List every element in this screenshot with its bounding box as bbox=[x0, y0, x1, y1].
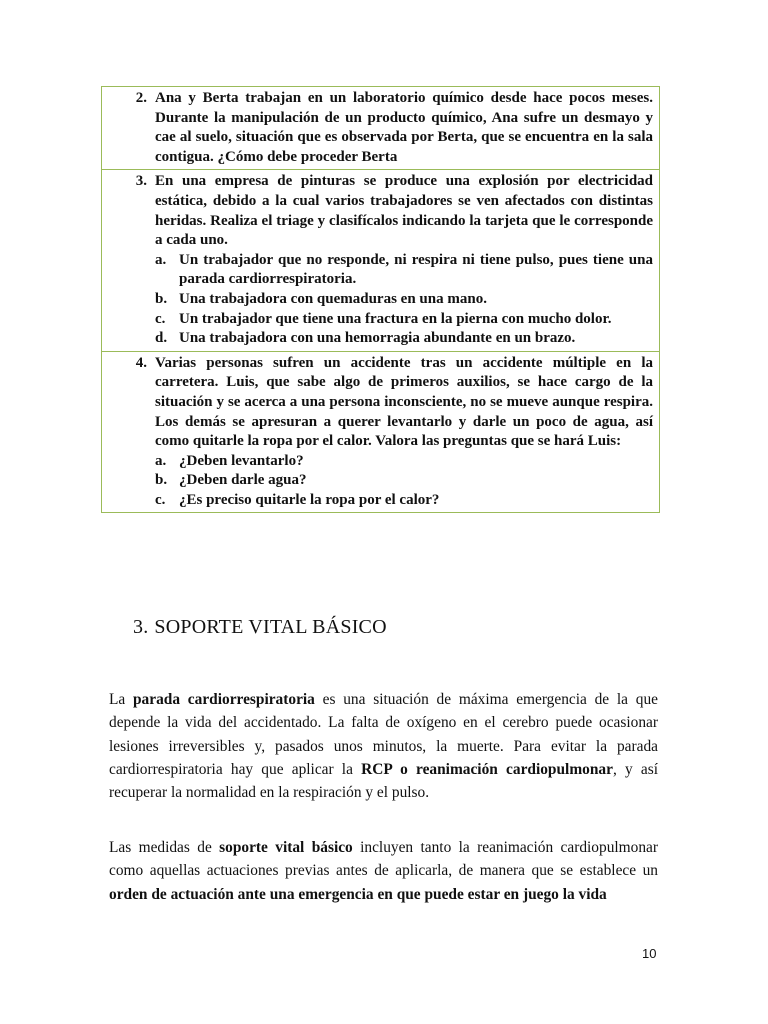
paragraph-basic-life-support bbox=[109, 836, 658, 906]
page-number: 10 bbox=[642, 946, 657, 961]
question-text: Ana y Berta trabajan en un laboratorio químico desde hace pocos meses. Durante la manipulación de un producto químico, Ana sufre un desmayo y cae al suelo, situación que es observada por Berta, que se encuentra en la sala contigua. ¿Cómo debe proceder Berta bbox=[155, 90, 653, 165]
section-title: SOPORTE VITAL BÁSICO bbox=[154, 616, 387, 638]
list-item bbox=[155, 290, 653, 310]
question-3 bbox=[108, 172, 653, 348]
table-row bbox=[102, 351, 660, 513]
question-2 bbox=[108, 89, 653, 167]
list-item bbox=[155, 471, 653, 491]
section-number: 3. bbox=[133, 616, 149, 638]
table-cell bbox=[102, 351, 660, 513]
list-item bbox=[155, 452, 653, 472]
question-number: 2. bbox=[135, 90, 147, 106]
text-run: incluyen tanto la reanimación cardiopulmonar como aquellas actuaciones previas antes de aplicarla, de manera que se establece un bbox=[109, 839, 658, 880]
item-letter: a. bbox=[155, 452, 167, 469]
bold-term: soporte vital básico bbox=[219, 839, 353, 856]
question-text: En una empresa de pinturas se produce una explosión por electricidad estática, debido a la cual varios trabajadores se ven afectados con distintas heridas. Realiza el triage y clasifícalos indicando la tarjeta que le corresponde a cada uno. bbox=[155, 173, 653, 249]
item-letter: b. bbox=[155, 472, 168, 489]
item-text: Una trabajadora con una hemorragia abundante en un brazo. bbox=[179, 330, 576, 347]
item-text: ¿Deben darle agua? bbox=[179, 472, 307, 489]
item-text: ¿Es preciso quitarle la ropa por el calor? bbox=[179, 491, 440, 508]
list-item bbox=[155, 251, 653, 290]
question-number: 3. bbox=[135, 173, 147, 190]
question-4 bbox=[108, 354, 653, 511]
table-row bbox=[102, 87, 660, 170]
text-run: Las medidas de bbox=[109, 839, 220, 856]
list-item bbox=[155, 491, 653, 511]
item-letter: b. bbox=[155, 290, 168, 307]
item-text: Una trabajadora con quemaduras en una mano. bbox=[179, 290, 487, 307]
item-letter: c. bbox=[155, 491, 166, 508]
item-letter: d. bbox=[155, 330, 168, 347]
item-text: Un trabajador que no responde, ni respira ni tiene pulso, pues tiene una parada cardiorrespiratoria. bbox=[179, 251, 653, 288]
list-item bbox=[155, 329, 653, 349]
text-run: es una situación de máxima emergencia de la que depende la vida del accidentado. La falta de oxígeno en el cerebro puede ocasionar lesiones irreversibles y, pasados unos minutos, la muerte. Para evitar la parada cardiorrespiratoria hay que aplicar la bbox=[109, 691, 658, 778]
item-letter: c. bbox=[155, 310, 166, 327]
paragraph-cardiac-arrest bbox=[109, 688, 658, 804]
question-number: 4. bbox=[135, 354, 147, 371]
bold-term: RCP o reanimación cardiopulmonar bbox=[361, 760, 613, 778]
bold-term: orden de actuación ante una emergencia en que puede estar en juego la vida bbox=[109, 885, 607, 903]
text-run: La bbox=[109, 691, 133, 708]
list-item bbox=[155, 310, 653, 330]
table-cell bbox=[102, 87, 660, 170]
table-cell bbox=[102, 170, 660, 351]
question-text: Varias personas sufren un accidente tras un accidente múltiple en la carretera. Luis, que sabe algo de primeros auxilios, se hace cargo de la situación y se acerca a una persona inconsciente, no se mueve aunque respira. Los demás se apresuran a querer levantarlo y darle un poco de agua, así como quitarle la ropa por el calor. Valora las preguntas que se hará Luis: bbox=[155, 354, 653, 450]
exercises-table bbox=[101, 86, 660, 513]
bold-term: parada cardiorrespiratoria bbox=[133, 691, 315, 708]
table-row bbox=[102, 170, 660, 351]
item-letter: a. bbox=[155, 251, 167, 268]
item-text: Un trabajador que tiene una fractura en la pierna con mucho dolor. bbox=[179, 310, 612, 327]
section-heading bbox=[133, 616, 387, 639]
text-run: , y así recuperar la normalidad en la respiración y el pulso. bbox=[109, 760, 659, 802]
item-text: ¿Deben levantarlo? bbox=[179, 452, 304, 469]
